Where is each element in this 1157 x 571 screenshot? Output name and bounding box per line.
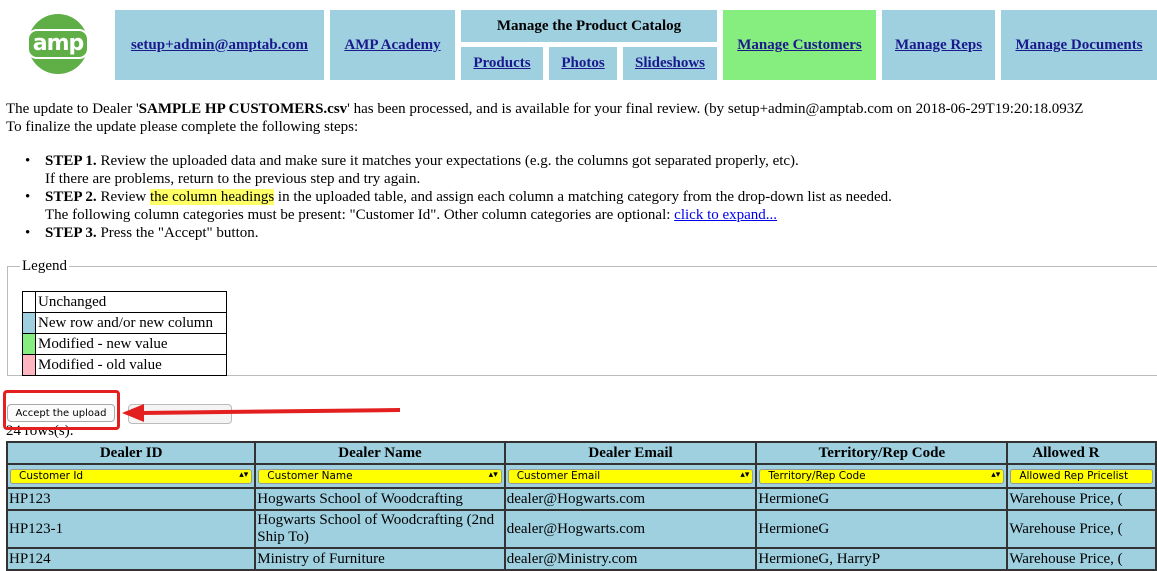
table-cell: Warehouse Price, ( (1007, 510, 1156, 548)
nav-customers-link[interactable]: Manage Customers (737, 36, 862, 53)
intro-suffix: ' has been processed, and is available for your final review. (by setup+admin@amptab.com on 2018-06-29T19:20:18.093Z (347, 101, 1084, 117)
legend-label: New row and/or new column (36, 313, 227, 334)
column-header: Allowed R (1007, 442, 1156, 464)
table-row (7, 488, 1156, 510)
category-select[interactable] (759, 469, 1004, 484)
amp-logo[interactable] (28, 14, 88, 74)
step-2-label: STEP 2. (45, 189, 97, 205)
rows-count: 24 rows(s). (6, 423, 74, 439)
intro-line-1 (6, 100, 1157, 118)
column-header: Dealer Name (255, 442, 504, 464)
category-select[interactable] (10, 469, 252, 484)
table-row (7, 548, 1156, 570)
nav-academy-link[interactable]: AMP Academy (344, 36, 441, 53)
column-header: Dealer Email (505, 442, 757, 464)
nav-slideshows-link[interactable]: Slideshows (634, 55, 706, 71)
step-3-text: Press the "Accept" button. (96, 225, 259, 241)
category-select[interactable] (258, 469, 501, 484)
legend-row (23, 334, 227, 355)
intro-filename: SAMPLE HP CUSTOMERS.csv (138, 101, 348, 117)
intro-text (6, 100, 1157, 136)
table-cell: Warehouse Price, ( (1007, 488, 1156, 510)
step-1-label: STEP 1. (45, 153, 97, 169)
category-row (7, 464, 1156, 488)
table-cell: Hogwarts School of Woodcrafting (2nd Ship To) (255, 510, 504, 548)
nav-products-link[interactable]: Products (473, 55, 531, 71)
table-cell: dealer@Hogwarts.com (505, 488, 757, 510)
table-cell: HermioneG, HarryP (756, 548, 1007, 570)
category-select[interactable] (1010, 469, 1153, 484)
logo-text: amp (27, 29, 90, 59)
bullet-icon: • (25, 225, 31, 241)
nav-reps[interactable] (882, 10, 995, 80)
step-1-line-2: If there are problems, return to the previous step and try again. (45, 171, 421, 187)
header-row (7, 442, 1156, 464)
select-value: Territory/Rep Code (768, 469, 866, 482)
intro-prefix: The update to Dealer ' (6, 101, 139, 117)
select-value: Customer Name (267, 469, 353, 482)
updown-caret-icon: ▴▾ (991, 469, 1001, 480)
column-header: Territory/Rep Code (756, 442, 1007, 464)
step-2-line-2-text: The following column categories must be present: "Customer Id". Other column categories are optional: (45, 207, 675, 223)
nav-slideshows[interactable] (623, 47, 717, 80)
table-cell: HP124 (7, 548, 255, 570)
legend-swatch-unchanged (23, 292, 36, 313)
step-2-post: in the uploaded table, and assign each column a matching category from the drop-down list as needed. (274, 189, 892, 205)
upload-table (6, 441, 1157, 571)
steps-list (25, 152, 892, 242)
table-cell: Warehouse Price, ( (1007, 548, 1156, 570)
legend-label: Modified - new value (36, 334, 227, 355)
step-2-pre: Review (96, 189, 151, 205)
step-1 (25, 152, 892, 170)
table-cell: HP123 (7, 488, 255, 510)
step-3-label: STEP 3. (45, 225, 97, 241)
nav-documents-link[interactable]: Manage Documents (1015, 36, 1143, 53)
nav-academy[interactable] (330, 10, 455, 80)
nav-setup-link[interactable]: setup+admin@amptab.com (130, 36, 309, 53)
nav-photos[interactable] (549, 47, 617, 80)
step-2 (25, 188, 892, 206)
table-cell: Ministry of Furniture (255, 548, 504, 570)
nav-setup[interactable] (115, 10, 324, 80)
category-cell (756, 464, 1007, 488)
category-cell (255, 464, 504, 488)
category-select[interactable] (508, 469, 754, 484)
nav-reps-link[interactable]: Manage Reps (894, 36, 983, 53)
legend (7, 258, 1157, 376)
step-3 (25, 224, 892, 242)
step-2-line-2 (45, 206, 892, 224)
table-cell: HermioneG (756, 488, 1007, 510)
table-cell: HP123-1 (7, 510, 255, 548)
nav-customers[interactable] (723, 10, 876, 80)
select-value: Customer Id (19, 469, 84, 482)
select-value: Customer Email (516, 469, 601, 482)
legend-swatch-new (23, 313, 36, 334)
column-header: Dealer ID (7, 442, 255, 464)
table-cell: Hogwarts School of Woodcrafting (255, 488, 504, 510)
nav-photos-link[interactable]: Photos (561, 55, 605, 71)
nav-products[interactable] (461, 47, 543, 80)
intro-line-2: To finalize the update please complete the following steps: (6, 119, 359, 135)
legend-row (23, 313, 227, 334)
legend-row (23, 355, 227, 376)
category-cell (1007, 464, 1156, 488)
category-cell (7, 464, 255, 488)
step-1-text: Review the uploaded data and make sure it matches your expectations (e.g. the columns got separated properly, etc). (96, 153, 799, 169)
updown-caret-icon: ▴▾ (488, 469, 498, 480)
step-2-highlight: the column headings (150, 189, 275, 205)
legend-swatch-modified-new (23, 334, 36, 355)
select-value: Allowed Rep Pricelist (1019, 469, 1129, 482)
red-arrow-annotation (118, 398, 408, 428)
legend-label: Modified - old value (36, 355, 227, 376)
legend-title: Legend (22, 258, 67, 274)
accept-upload-button[interactable]: Accept the upload (7, 404, 115, 422)
legend-table (22, 291, 227, 376)
expand-categories-link[interactable]: click to expand... (674, 207, 778, 223)
bullet-icon: • (25, 153, 31, 169)
table-cell: HermioneG (756, 510, 1007, 548)
legend-row (23, 292, 227, 313)
highlight-box (3, 390, 120, 430)
legend-swatch-modified-old (23, 355, 36, 376)
table-row (7, 510, 1156, 548)
catalog-title: Manage the Product Catalog (461, 10, 717, 42)
table-cell: dealer@Ministry.com (505, 548, 757, 570)
legend-label: Unchanged (36, 292, 227, 313)
category-cell (505, 464, 757, 488)
bullet-icon: • (25, 189, 31, 205)
table-cell: dealer@Hogwarts.com (505, 510, 757, 548)
nav-documents[interactable] (1001, 10, 1157, 80)
updown-caret-icon: ▴▾ (740, 469, 750, 480)
updown-caret-icon: ▴▾ (239, 469, 249, 480)
